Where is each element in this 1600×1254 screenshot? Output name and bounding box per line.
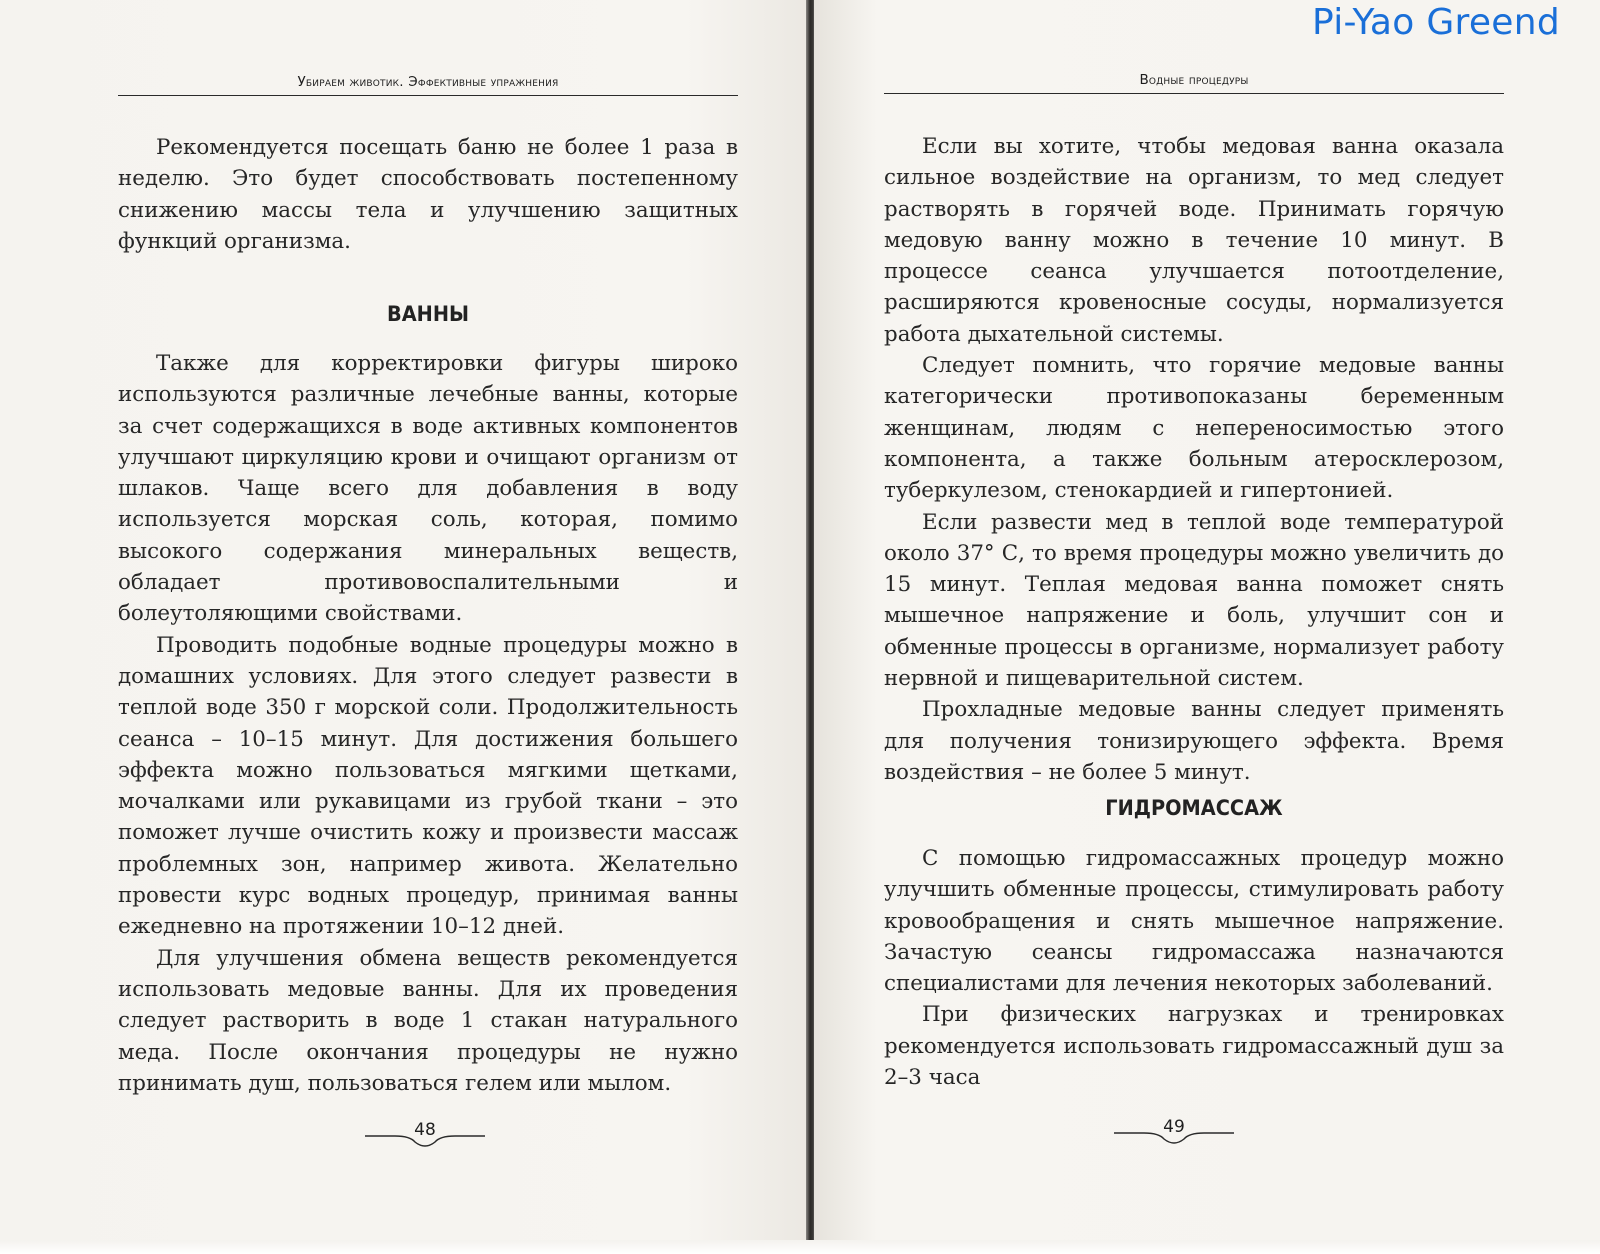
- left-header-rule: [118, 95, 738, 96]
- right-page-number-text: 49: [1163, 1117, 1185, 1137]
- right-running-head: Водные процедуры: [1139, 72, 1249, 88]
- right-paragraph-5: С помощью гидромассажных процедур можно улучшить обменные процессы, стимулировать работу кровообращения и снять мышечное напряжение. Зачастую сеансы гидромассажа назначаются специалистами для лечения некоторых заболеваний.: [884, 846, 1504, 997]
- right-paragraph-3: Если развести мед в теплой воде температурой около 37° С, то время процедуры можно увеличить до 15 минут. Теплая медовая ванна поможет снять мышечное напряжение и боль, улучшит сон и обменные процессы в организме, нормализует работу нервной и пищеварительной систем.: [884, 509, 1504, 692]
- left-section-title: ВАННЫ: [386, 302, 470, 326]
- right-section-title: ГИДРОМАССАЖ: [1105, 796, 1283, 820]
- left-paragraph-1: Также для корректировки фигуры широко используются различные лечебные ванны, которые за счет содержащихся в воде активных компонентов улучшают циркуляцию крови и очищают организм от шлаков. Чаще всего для добавления в воду используется морская соль, которая, помимо высокого содержания минеральных веществ, обладает противовоспалительными и болеутоляющими свойствами.: [118, 351, 738, 627]
- right-header-rule: [884, 93, 1504, 94]
- left-running-head: Убираем животик. Эффективные упражнения: [297, 74, 559, 90]
- left-intro-paragraph: Рекомендуется посещать баню не более 1 раза в неделю. Это будет способствовать постепенному снижению массы тела и улучшению защитных функций организма.: [118, 135, 738, 254]
- right-paragraph-4: Прохладные медовые ванны следует применять для получения тонизирующего эффекта. Время воздействия – не более 5 минут.: [884, 697, 1504, 785]
- right-body-text: [884, 131, 1504, 788]
- page-bottom-edge: [0, 1240, 1600, 1254]
- left-paragraph-3: Для улучшения обмена веществ рекомендуется использовать медовые ванны. Для их проведения следует растворить в воде 1 стакан натурального меда. После окончания процедуры не нужно принимать душ, пользоваться гелем или мылом.: [118, 945, 738, 1096]
- left-page-number: [365, 1120, 485, 1140]
- right-body-text-2: [884, 843, 1504, 1093]
- right-page-number: [1114, 1117, 1234, 1137]
- left-intro-text: [118, 132, 738, 257]
- left-page-number-text: 48: [414, 1120, 436, 1140]
- right-page: [814, 0, 1600, 1254]
- right-paragraph-1: Если вы хотите, чтобы медовая ванна оказала сильное воздействие на организм, то мед следует растворять в горячей воде. Принимать горячую медовую ванну можно в течение 10 минут. В процессе сеанса улучшается потоотделение, расширяются кровеносные сосуды, нормализуется работа дыхательной системы.: [884, 134, 1504, 347]
- watermark-text: Pi-Yao Greend: [1312, 2, 1560, 43]
- right-paragraph-2: Следует помнить, что горячие медовые ванны категорически противопоказаны беременным женщинам, людям с непереносимостью этого компонента, а также больным атеросклерозом, туберкулезом, стенокардией и гипертонией.: [884, 353, 1504, 504]
- left-body-text: [118, 348, 738, 1099]
- left-paragraph-2: Проводить подобные водные процедуры можно в домашних условиях. Для этого следует развести в теплой воде 350 г морской соли. Продолжительность сеанса – 10–15 минут. Для достижения большего эффекта можно пользоваться мягкими щетками, мочалками или рукавицами из грубой ткани – это поможет лучше очистить кожу и произвести массаж проблемных зон, например живота. Желательно провести курс водных процедур, принимая ванны ежедневно на протяжении 10–12 дней.: [118, 632, 738, 940]
- right-paragraph-6: При физических нагрузках и тренировках рекомендуется использовать гидромассажный душ за 2–3 часа: [884, 1002, 1504, 1091]
